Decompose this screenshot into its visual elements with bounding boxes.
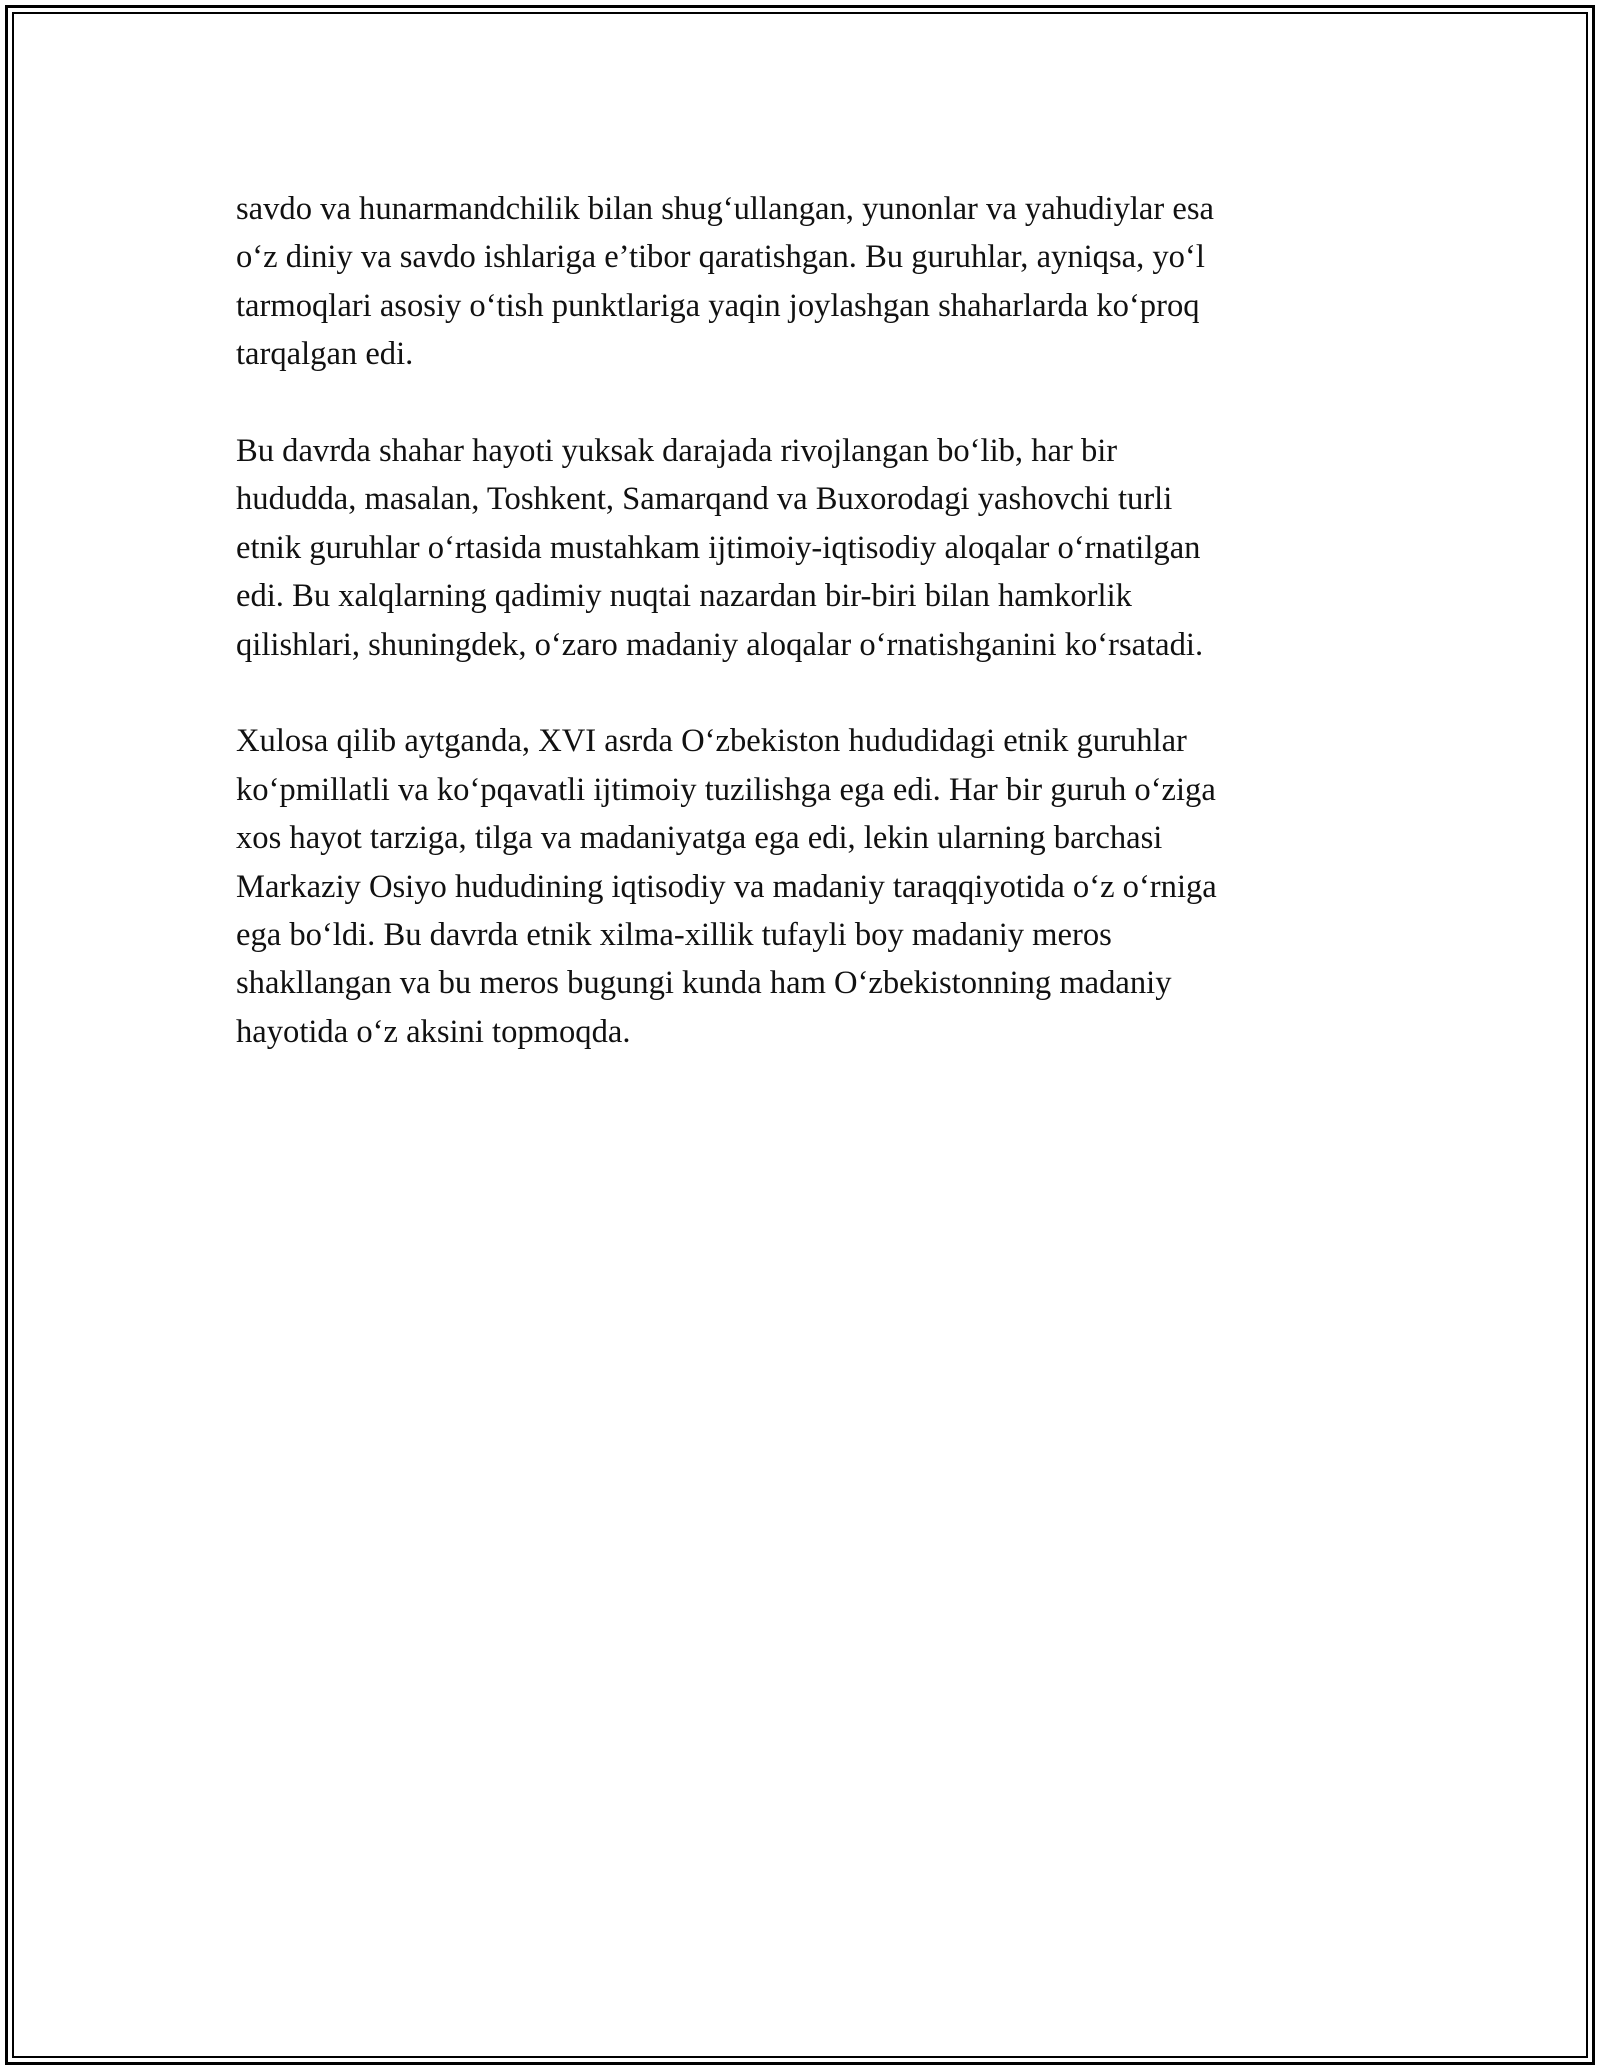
paragraph-2: Bu davrda shahar hayoti yuksak darajada rivojlangan bo‘lib, har bir hududda, masalan, Toshkent, Samarqand va Buxorodagi yashovchi turli etnik guruhlar o‘rtasida mustahkam ijtimoiy-iqtisodiy aloqalar o‘rnatilgan edi. Bu xalqlarning qadimiy nuqtai nazardan bir-biri bilan hamkorlik qilishlari, shuningdek, o‘zaro madaniy aloqalar o‘rnatishganini ko‘rsatadi.	[236, 433, 1204, 663]
document-body	[236, 185, 1356, 1105]
paragraph-3: Xulosa qilib aytganda, XVI asrda O‘zbekiston hududidagi etnik guruhlar ko‘pmillatli va ko‘pqavatli ijtimoiy tuzilishga ega edi. Har bir guruh o‘ziga xos hayot tarziga, tilga va madaniyatga ega edi, lekin ularning barchasi Markaziy Osiyo hududining iqtisodiy va madaniy taraqqiyotida o‘z o‘rniga ega bo‘ldi. Bu davrda etnik xilma-xillik tufayli boy madaniy meros shakllangan va bu meros bugungi kunda ham O‘zbekistonning madaniy hayotida o‘z aksini topmoqda.	[236, 723, 1217, 1050]
paragraph-1: savdo va hunarmandchilik bilan shug‘ullangan, yunonlar va yahudiylar esa o‘z diniy va savdo ishlariga e’tibor qaratishgan. Bu guruhlar, ayniqsa, yo‘l tarmoqlari asosiy o‘tish punktlariga yaqin joylashgan shaharlarda ko‘proq tarqalgan edi.	[236, 191, 1214, 373]
